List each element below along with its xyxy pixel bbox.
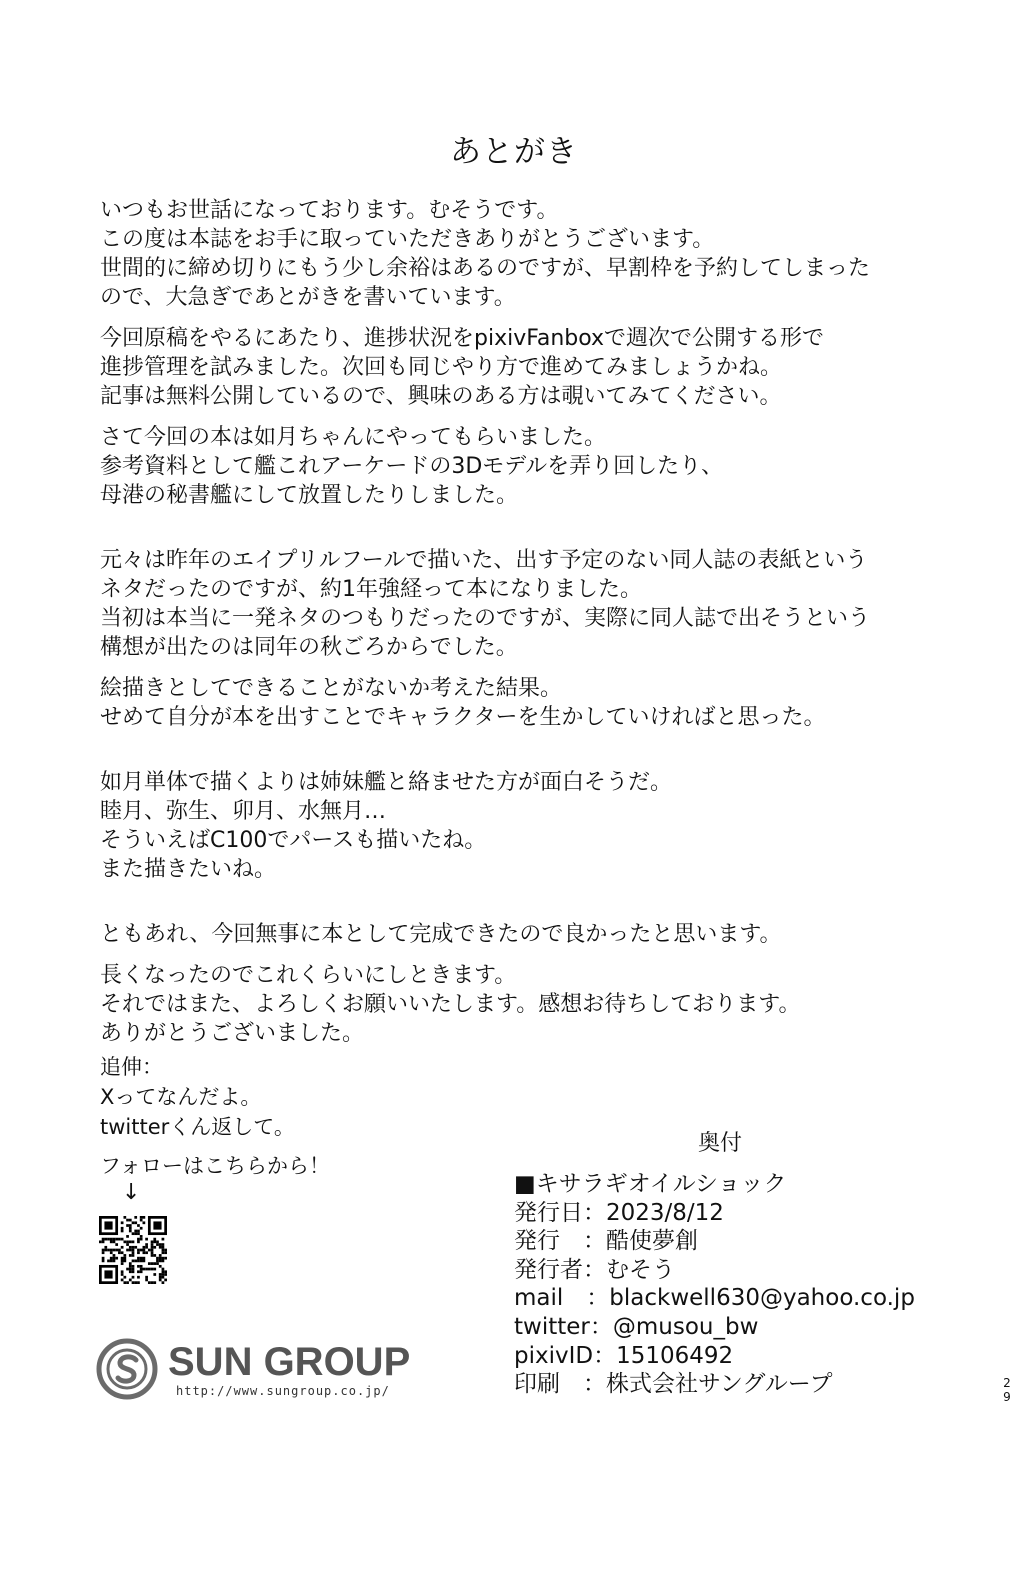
paragraph (100, 324, 950, 411)
paragraph (100, 196, 950, 312)
qr-code-icon[interactable] (98, 1216, 168, 1284)
colophon-pixiv-id: pixivID：15106492 (514, 1342, 734, 1369)
text-line: ネタだったのですが、約1年強経って本になりました。 (100, 577, 642, 602)
postscript-line: Xってなんだよ。 (100, 1085, 262, 1109)
sun-group-mark-icon (96, 1338, 158, 1400)
postscript (100, 1052, 295, 1142)
postscript-line: twitterくん返して。 (100, 1115, 295, 1139)
colophon-issuer: 発行者：むそう (514, 1256, 675, 1283)
page-number-digit: 9 (1003, 1390, 1011, 1404)
colophon-heading: 奥付 (698, 1131, 743, 1156)
text-line: 母港の秘書艦にして放置したりしました。 (100, 483, 519, 508)
text-line: 参考資料として艦これアーケードの3Dモデルを弄り回したり、 (100, 454, 724, 479)
afterword-body (100, 196, 950, 1060)
text-line: 如月単体で描くよりは姉妹艦と絡ませた方が面白そうだ。 (100, 770, 673, 795)
text-line: この度は本誌をお手に取っていただきありがとうございます。 (100, 227, 715, 252)
text-line: また描きたいね。 (100, 857, 277, 882)
text-line: ともあれ、今回無事に本として完成できたので良かったと思います。 (100, 922, 782, 947)
paragraph (100, 674, 950, 732)
text-line: いつもお世話になっております。むそうです。 (100, 198, 559, 223)
text-line: ありがとうございました。 (100, 1021, 365, 1046)
colophon (514, 1170, 915, 1399)
sun-group-logo (96, 1338, 436, 1404)
page-title: あとがき (450, 134, 578, 170)
text-line: それではまた、よろしくお願いいたします。感想お待ちしております。 (100, 992, 801, 1017)
colophon-book-title: ■キサラギオイルショック (514, 1171, 787, 1197)
colophon-printer: 印刷 ：株式会社サングループ (514, 1371, 833, 1398)
sun-group-url[interactable]: http://www.sungroup.co.jp/ (176, 1384, 390, 1398)
page-number-digit: 2 (1003, 1376, 1011, 1390)
text-line: 記事は無料公開しているので、興味のある方は覗いてみてください。 (100, 384, 782, 409)
postscript-line: 追伸： (100, 1055, 163, 1079)
text-line: 構想が出たのは同年の秋ごろからでした。 (100, 635, 518, 660)
paragraph (100, 961, 950, 1048)
text-line: 当初は本当に一発ネタのつもりだったのですが、実際に同人誌で出そうという (100, 606, 871, 631)
text-line: ので、大急ぎであとがきを書いています。 (100, 285, 516, 310)
page-number (1000, 1376, 1014, 1404)
text-line: 今回原稿をやるにあたり、進捗状況をpixivFanboxで週次で公開する形で (100, 326, 825, 351)
text-line: そういえばC100でパースも描いたね。 (100, 828, 487, 853)
text-line: 睦月、弥生、卯月、水無月… (100, 799, 387, 824)
colophon-twitter: twitter：@musou_bw (514, 1313, 759, 1340)
text-line: せめて自分が本を出すことでキャラクターを生かしていければと思った。 (100, 705, 826, 730)
colophon-publisher: 発行 ：酷使夢創 (514, 1228, 698, 1255)
text-line: 進捗管理を試みました。次回も同じやり方で進めてみましょうかね。 (100, 355, 783, 380)
text-line: 絵描きとしてできることがないか考えた結果。 (100, 676, 563, 701)
colophon-mail: mail ：blackwell630@yahoo.co.jp (514, 1285, 915, 1312)
text-line: さて今回の本は如月ちゃんにやってもらいました。 (100, 425, 607, 450)
follow-label: フォローはこちらから！ (100, 1154, 330, 1178)
down-arrow-icon: ↓ (122, 1180, 141, 1205)
text-line: 世間的に締め切りにもう少し余裕はあるのですが、早割枠を予約してしまった (100, 256, 871, 281)
paragraph (100, 423, 950, 510)
paragraph (100, 920, 950, 949)
sun-group-name: SUN GROUP (168, 1340, 411, 1384)
text-line: 長くなったのでこれくらいにしときます。 (100, 963, 517, 988)
paragraph (100, 768, 950, 884)
text-line: 元々は昨年のエイプリルフールで描いた、出す予定のない同人誌の表紙という (100, 548, 868, 573)
colophon-publish-date: 発行日：2023/8/12 (514, 1199, 724, 1226)
paragraph (100, 546, 950, 662)
